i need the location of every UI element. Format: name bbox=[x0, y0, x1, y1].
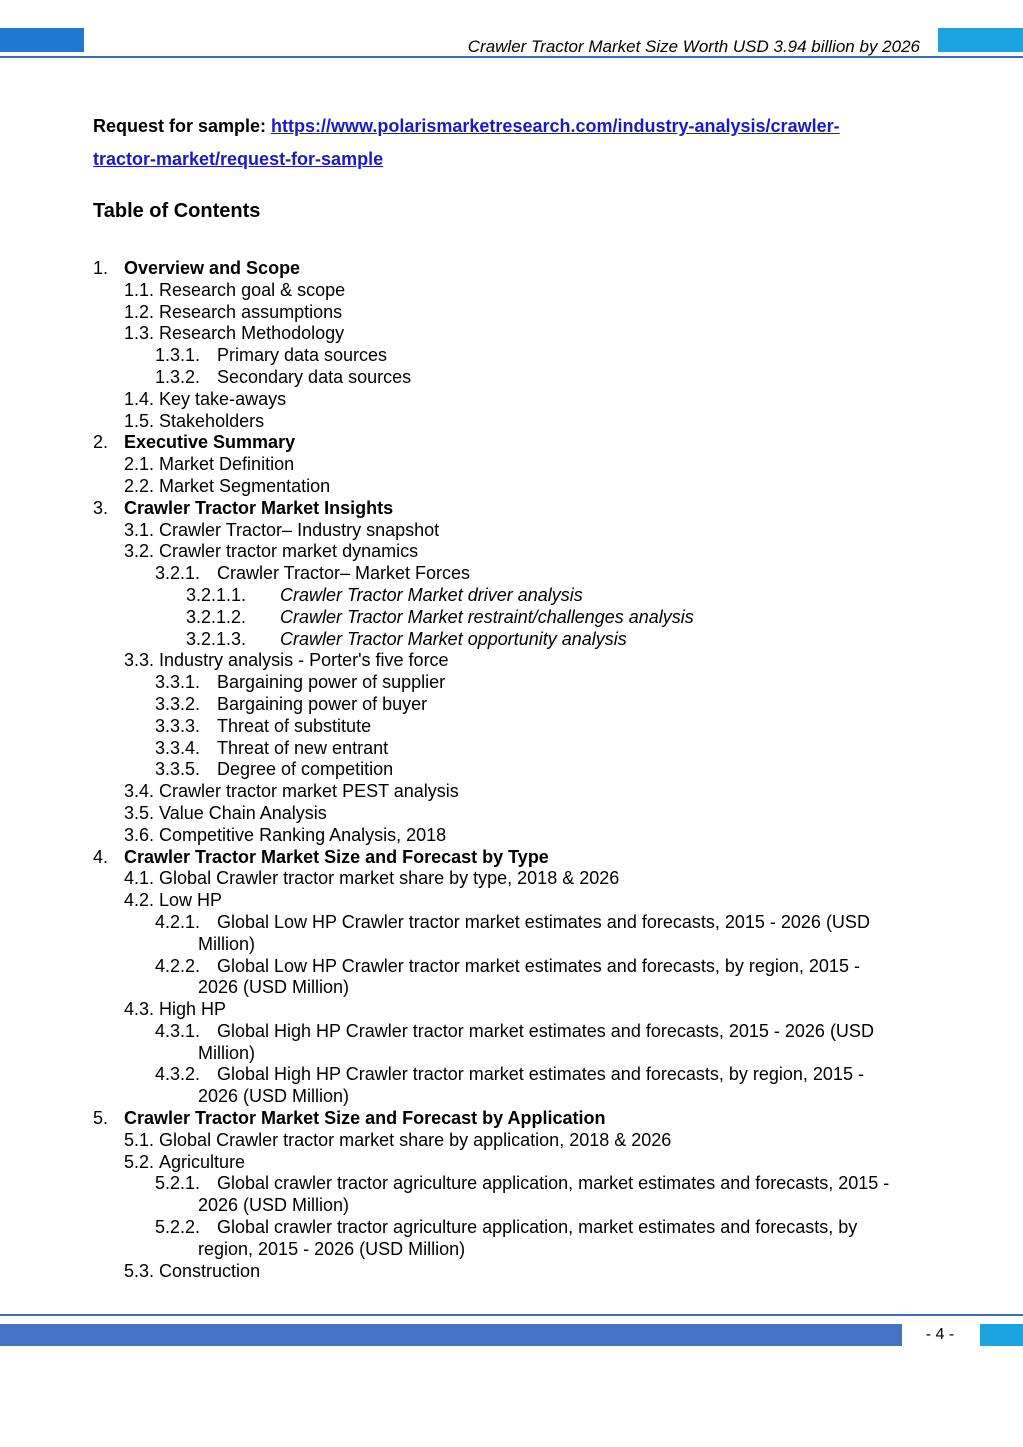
toc-entry-text: Stakeholders bbox=[159, 410, 265, 431]
toc-heading: Table of Contents bbox=[93, 200, 261, 222]
toc-entry-continuation: 2026 (USD Million) bbox=[198, 1195, 350, 1216]
toc-entry bbox=[93, 825, 933, 847]
toc-entry bbox=[93, 520, 933, 542]
toc-entry-number: 3.3.2. bbox=[155, 693, 201, 714]
toc-entry bbox=[93, 694, 933, 716]
toc-entry-number: 3.2.1.1. bbox=[186, 584, 247, 605]
toc-entry-text: Competitive Ranking Analysis, 2018 bbox=[159, 824, 447, 845]
toc-entry bbox=[93, 367, 933, 389]
toc-entry-number: 4.2.1. bbox=[155, 911, 201, 932]
footer-rule bbox=[0, 1314, 1023, 1316]
toc-entry-number: 1.4. bbox=[124, 388, 155, 409]
toc-entry bbox=[93, 738, 933, 760]
toc-entry-number: 3.3.5. bbox=[155, 759, 201, 780]
toc-entry-text: Agriculture bbox=[159, 1151, 246, 1172]
request-sample-link[interactable]: https://www.polarismarketresearch.com/industry-analysis/crawler- tractor-market/request-for-sample bbox=[93, 116, 840, 169]
toc-entry bbox=[93, 258, 933, 280]
toc-entry-number: 3.5. bbox=[124, 802, 155, 823]
intro-section bbox=[93, 110, 933, 223]
toc-entry-text: Degree of competition bbox=[217, 759, 394, 780]
toc-entry-text: Global Crawler tractor market share by type, 2018 & 2026 bbox=[159, 868, 620, 889]
toc-entry-number: 3.3.4. bbox=[155, 737, 201, 758]
toc-entry bbox=[93, 454, 933, 476]
toc-entry-number: 5.3. bbox=[124, 1260, 155, 1281]
toc-entry-continuation: region, 2015 - 2026 (USD Million) bbox=[198, 1238, 466, 1259]
header-accent-left bbox=[0, 28, 84, 52]
toc-entry bbox=[93, 781, 933, 803]
toc-entry bbox=[93, 956, 933, 978]
toc-entry bbox=[93, 759, 933, 781]
toc-entry-text: Crawler Tractor– Industry snapshot bbox=[159, 519, 440, 540]
toc-entry-number: 4.3.2. bbox=[155, 1064, 201, 1085]
toc-entry-number: 5.2.2. bbox=[155, 1217, 201, 1238]
toc-entry bbox=[93, 498, 933, 520]
toc-entry bbox=[93, 280, 933, 302]
toc-entry bbox=[93, 323, 933, 345]
toc-entry-text: Crawler Tractor Market Size and Forecast by Application bbox=[124, 1108, 606, 1129]
toc-entry bbox=[93, 868, 933, 890]
toc-entry-number: 1.3. bbox=[124, 323, 155, 344]
toc-entry-text: Executive Summary bbox=[124, 432, 296, 453]
toc-entry-text: Crawler Tractor– Market Forces bbox=[217, 563, 471, 584]
toc-entry-text: Global High HP Crawler tractor market estimates and forecasts, by region, 2015 - bbox=[217, 1064, 864, 1085]
toc-entry-continuation: 2026 (USD Million) bbox=[198, 977, 350, 998]
toc-entry bbox=[93, 847, 933, 869]
toc-entry bbox=[93, 999, 933, 1021]
toc-entry bbox=[93, 1021, 933, 1043]
toc-entry-continuation: 2026 (USD Million) bbox=[198, 1086, 350, 1107]
toc-entry-number: 3.4. bbox=[124, 781, 155, 802]
toc-entry-number: 2. bbox=[93, 432, 109, 453]
toc-entry-text: Construction bbox=[159, 1260, 261, 1281]
toc-entry-number: 2.2. bbox=[124, 475, 155, 496]
toc-entry-number: 3.3.3. bbox=[155, 715, 201, 736]
toc-entry bbox=[93, 890, 933, 912]
toc-entry-text: Global Crawler tractor market share by application, 2018 & 2026 bbox=[159, 1129, 672, 1150]
toc-entry bbox=[93, 563, 933, 585]
toc-entry-number: 3.2.1. bbox=[155, 563, 201, 584]
toc-entry-number: 4.2. bbox=[124, 890, 155, 911]
toc-entry-number: 1.1. bbox=[124, 279, 155, 300]
request-sample-label: Request for sample: bbox=[93, 116, 272, 136]
toc-entry bbox=[93, 411, 933, 433]
toc-entry-number: 3.3.1. bbox=[155, 672, 201, 693]
toc-entry bbox=[93, 1217, 933, 1239]
toc-entry bbox=[93, 1152, 933, 1174]
toc-entry bbox=[93, 650, 933, 672]
toc-entry-text: Value Chain Analysis bbox=[159, 802, 327, 823]
toc-entry-text: Crawler Tractor Market Insights bbox=[124, 497, 394, 518]
toc-entry-number: 3. bbox=[93, 497, 109, 518]
toc-entry bbox=[93, 585, 933, 607]
toc-entry bbox=[93, 1064, 933, 1086]
toc-entry-number: 4.3.1. bbox=[155, 1020, 201, 1041]
toc-entry-text: Threat of substitute bbox=[217, 715, 372, 736]
toc-entry-number: 4.3. bbox=[124, 999, 155, 1020]
header-accent-right bbox=[938, 28, 1023, 52]
toc-entry bbox=[93, 629, 933, 651]
toc-entry bbox=[93, 1108, 933, 1130]
toc-entry-text: Global High HP Crawler tractor market estimates and forecasts, 2015 - 2026 (USD bbox=[217, 1020, 874, 1041]
toc-entry-number: 5.2.1. bbox=[155, 1173, 201, 1194]
toc-entry-text: Global Low HP Crawler tractor market estimates and forecasts, 2015 - 2026 (USD bbox=[217, 911, 870, 932]
toc-entry-number: 5. bbox=[93, 1108, 109, 1129]
toc-entry-text: Global crawler tractor agriculture application, market estimates and forecasts, 2015 - bbox=[217, 1173, 890, 1194]
toc-entry-text: Crawler Tractor Market restraint/challenges analysis bbox=[280, 606, 694, 627]
toc-entry bbox=[93, 389, 933, 411]
table-of-contents bbox=[93, 258, 933, 1282]
toc-entry bbox=[93, 345, 933, 367]
toc-entry-text: Overview and Scope bbox=[124, 258, 301, 278]
footer-accent-right bbox=[980, 1324, 1023, 1346]
toc-entry-text: Bargaining power of supplier bbox=[217, 672, 446, 693]
toc-entry bbox=[93, 803, 933, 825]
toc-entry-number: 3.2.1.3. bbox=[186, 628, 247, 649]
toc-entry-text: Research goal & scope bbox=[159, 279, 346, 300]
toc-entry bbox=[93, 432, 933, 454]
toc-entry-text: Crawler tractor market PEST analysis bbox=[159, 781, 459, 802]
toc-entry-text: Threat of new entrant bbox=[217, 737, 389, 758]
toc-entry-number: 3.2. bbox=[124, 541, 155, 562]
toc-entry bbox=[93, 1261, 933, 1283]
toc-entry-text: Industry analysis - Porter's five force bbox=[159, 650, 449, 671]
request-sample bbox=[93, 110, 933, 176]
toc-entry-text: Crawler Tractor Market driver analysis bbox=[280, 584, 583, 605]
toc-entry-text: Research assumptions bbox=[159, 301, 343, 322]
toc-entry-text: Crawler Tractor Market Size and Forecast by Type bbox=[124, 846, 549, 867]
header-title: Crawler Tractor Market Size Worth USD 3.94 billion by 2026 bbox=[467, 37, 920, 56]
toc-entry-number: 3.2.1.2. bbox=[186, 606, 247, 627]
toc-entry-number: 3.6. bbox=[124, 824, 155, 845]
toc-entry-number: 1.3.2. bbox=[155, 366, 201, 387]
toc-entry-text: Global Low HP Crawler tractor market estimates and forecasts, by region, 2015 - bbox=[217, 955, 860, 976]
toc-entry-text: Primary data sources bbox=[217, 345, 388, 366]
toc-entry bbox=[93, 1130, 933, 1152]
toc-entry-number: 3.1. bbox=[124, 519, 155, 540]
toc-entry-number: 1.5. bbox=[124, 410, 155, 431]
toc-entry-number: 4.2.2. bbox=[155, 955, 201, 976]
toc-entry-text: Global crawler tractor agriculture application, market estimates and forecasts, by bbox=[217, 1217, 858, 1238]
toc-entry bbox=[93, 912, 933, 934]
toc-entry-text: Crawler tractor market dynamics bbox=[159, 541, 419, 562]
toc-entry-continuation: Million) bbox=[198, 933, 256, 954]
toc-entry-text: Market Definition bbox=[159, 454, 295, 475]
toc-entry-continuation: Million) bbox=[198, 1042, 256, 1063]
toc-entry-text: Key take-aways bbox=[159, 388, 287, 409]
toc-entry-text: Crawler Tractor Market opportunity analysis bbox=[280, 628, 627, 649]
toc-entry-text: Secondary data sources bbox=[217, 366, 412, 387]
toc-entry-number: 1. bbox=[93, 258, 109, 278]
toc-entry bbox=[93, 672, 933, 694]
toc-entry-number: 3.3. bbox=[124, 650, 155, 671]
toc-entry bbox=[93, 607, 933, 629]
toc-entry-text: High HP bbox=[159, 999, 227, 1020]
toc-entry-text: Bargaining power of buyer bbox=[217, 693, 428, 714]
toc-entry-number: 4.1. bbox=[124, 868, 155, 889]
toc-entry bbox=[93, 541, 933, 563]
toc-entry-number: 2.1. bbox=[124, 454, 155, 475]
toc-entry-text: Market Segmentation bbox=[159, 475, 331, 496]
toc-entry-text: Research Methodology bbox=[159, 323, 345, 344]
toc-entry-text: Low HP bbox=[159, 890, 223, 911]
toc-entry bbox=[93, 302, 933, 324]
footer-bar bbox=[0, 1324, 902, 1346]
toc-entry bbox=[93, 476, 933, 498]
toc-entry-number: 5.2. bbox=[124, 1151, 155, 1172]
toc-entry-number: 1.3.1. bbox=[155, 345, 201, 366]
toc-entry bbox=[93, 1173, 933, 1195]
page-number: - 4 - bbox=[925, 1326, 955, 1343]
toc-entry bbox=[93, 716, 933, 738]
toc-entry-number: 5.1. bbox=[124, 1129, 155, 1150]
toc-entry-number: 4. bbox=[93, 846, 109, 867]
toc-entry-number: 1.2. bbox=[124, 301, 155, 322]
header-rule bbox=[0, 56, 1023, 58]
